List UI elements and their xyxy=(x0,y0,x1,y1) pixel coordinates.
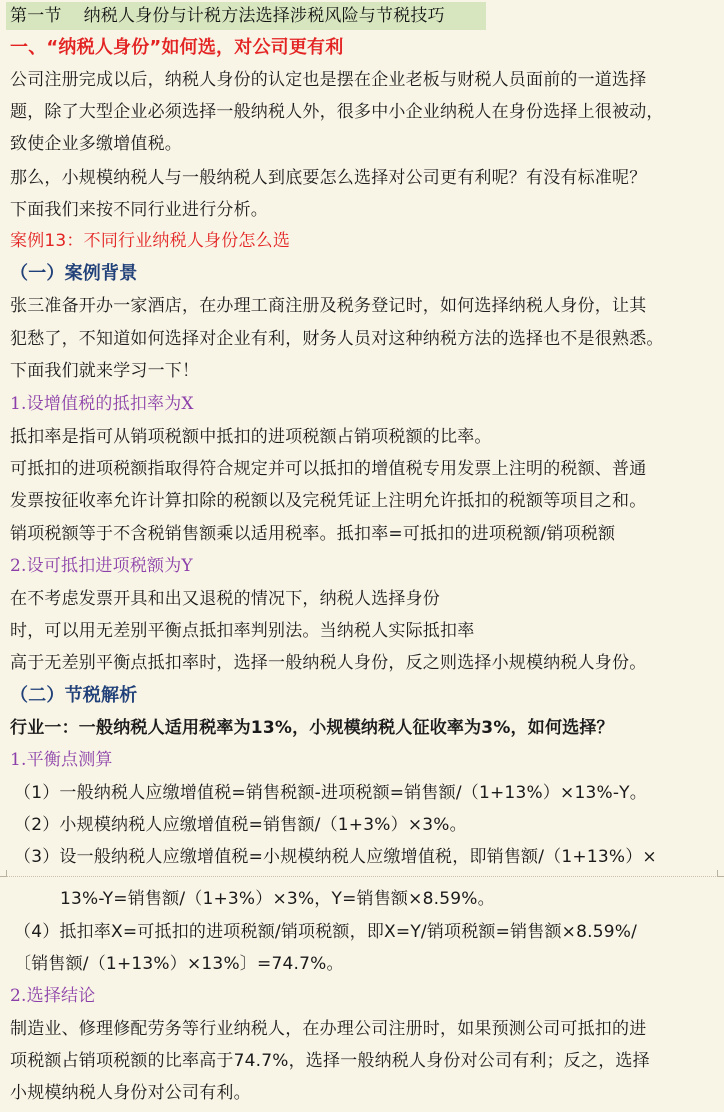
calc-step: （4）抵扣率X=可抵扣的进项税额/销项税额，即X=Y/销项税额=销售额×8.59%/ xyxy=(14,922,638,942)
page-corner-mark xyxy=(717,870,724,877)
calc-title: 1.平衡点测算 xyxy=(10,750,113,770)
background-line: 张三准备开办一家酒店，在办理工商注册及税务登记时，如何选择纳税人身份，让其 xyxy=(10,296,647,316)
calc-step: （2）小规模纳税人应缴增值税=销售额/（1+3%）×3%。 xyxy=(14,815,467,835)
point2-line: 在不考虑发票开具和出又退税的情况下，纳税人选择身份 xyxy=(10,589,440,609)
point-deduction-rate: 1.设增值税的抵扣率为X xyxy=(10,394,194,414)
section-title xyxy=(10,1,718,31)
point2-line: 时，可以用无差别平衡点抵扣率判别法。当纳税人实际抵扣率 xyxy=(10,621,475,641)
background-line: 下面我们就来学习一下！ xyxy=(10,361,200,381)
subheading-tax-analysis: （二）节税解析 xyxy=(10,685,138,706)
background-line: 犯愁了，不知道如何选择对企业有利，财务人员对这种纳税方法的选择也不是很熟悉。 xyxy=(10,329,664,349)
conclusion-line: 项税额占销项税额的比率高于74.7%，选择一般纳税人身份对公司有利；反之，选择 xyxy=(10,1051,650,1071)
page-break-divider xyxy=(0,876,724,877)
point1-line: 销项税额等于不含税销售额乘以适用税率。抵扣率=可抵扣的进项税额/销项税额 xyxy=(10,524,616,544)
industry-one-heading: 行业一：一般纳税人适用税率为13%，小规模纳税人征收率为3%，如何选择？ xyxy=(10,718,614,738)
calc-step-continued: 〔销售额/（1+13%）×13%〕=74.7%。 xyxy=(14,954,344,974)
conclusion-line: 小规模纳税人身份对公司有利。 xyxy=(10,1083,251,1103)
calc-step: （3）设一般纳税人应缴增值税=小规模纳税人应缴增值税，即销售额/（1+13%）× xyxy=(14,847,657,867)
point1-line: 可抵扣的进项税额指取得符合规定并可以抵扣的增值税专用发票上注明的税额、普通 xyxy=(10,459,647,479)
conclusion-line: 制造业、修理修配劳务等行业纳税人，在办理公司注册时，如果预测公司可抵扣的进 xyxy=(10,1019,647,1039)
intro-line: 致使企业多缴增值税。 xyxy=(10,134,182,154)
point1-line: 发票按征收率允许计算扣除的税额以及完税凭证上注明允许抵扣的税额等项目之和。 xyxy=(10,491,647,511)
case-title: 案例13：不同行业纳税人身份怎么选 xyxy=(10,231,291,251)
subheading-case-background: （一）案例背景 xyxy=(10,263,138,284)
conclusion-title: 2.选择结论 xyxy=(10,986,96,1006)
intro-line: 那么，小规模纳税人与一般纳税人到底要怎么选择对公司更有利呢？有没有标准呢？ xyxy=(10,168,647,188)
point-input-tax: 2.设可抵扣进项税额为Y xyxy=(10,556,193,576)
heading-taxpayer-identity: 一、“纳税人身份”如何选，对公司更有利 xyxy=(10,37,344,58)
point1-line: 抵扣率是指可从销项税额中抵扣的进项税额占销项税额的比率。 xyxy=(10,427,492,447)
intro-line: 公司注册完成以后，纳税人身份的认定也是摆在企业老板与财税人员面前的一道选择 xyxy=(10,70,647,90)
point2-line: 高于无差别平衡点抵扣率时，选择一般纳税人身份，反之则选择小规模纳税人身份。 xyxy=(10,653,647,673)
calc-step-continued: 13%-Y=销售额/（1+3%）×3%，Y=销售额×8.59%。 xyxy=(60,889,495,909)
intro-line: 题，除了大型企业必须选择一般纳税人外，很多中小企业纳税人在身份选择上很被动， xyxy=(10,102,664,122)
page-corner-mark xyxy=(0,870,7,877)
section-title-text: 纳税人身份与计税方法选择涉税风险与节税技巧 xyxy=(83,6,445,26)
calc-step: （1）一般纳税人应缴增值税=销售税额-进项税额=销售额/（1+13%）×13%-Y。 xyxy=(14,783,647,803)
section-number: 第一节 xyxy=(10,6,62,26)
intro-line: 下面我们来按不同行业进行分析。 xyxy=(10,200,268,220)
